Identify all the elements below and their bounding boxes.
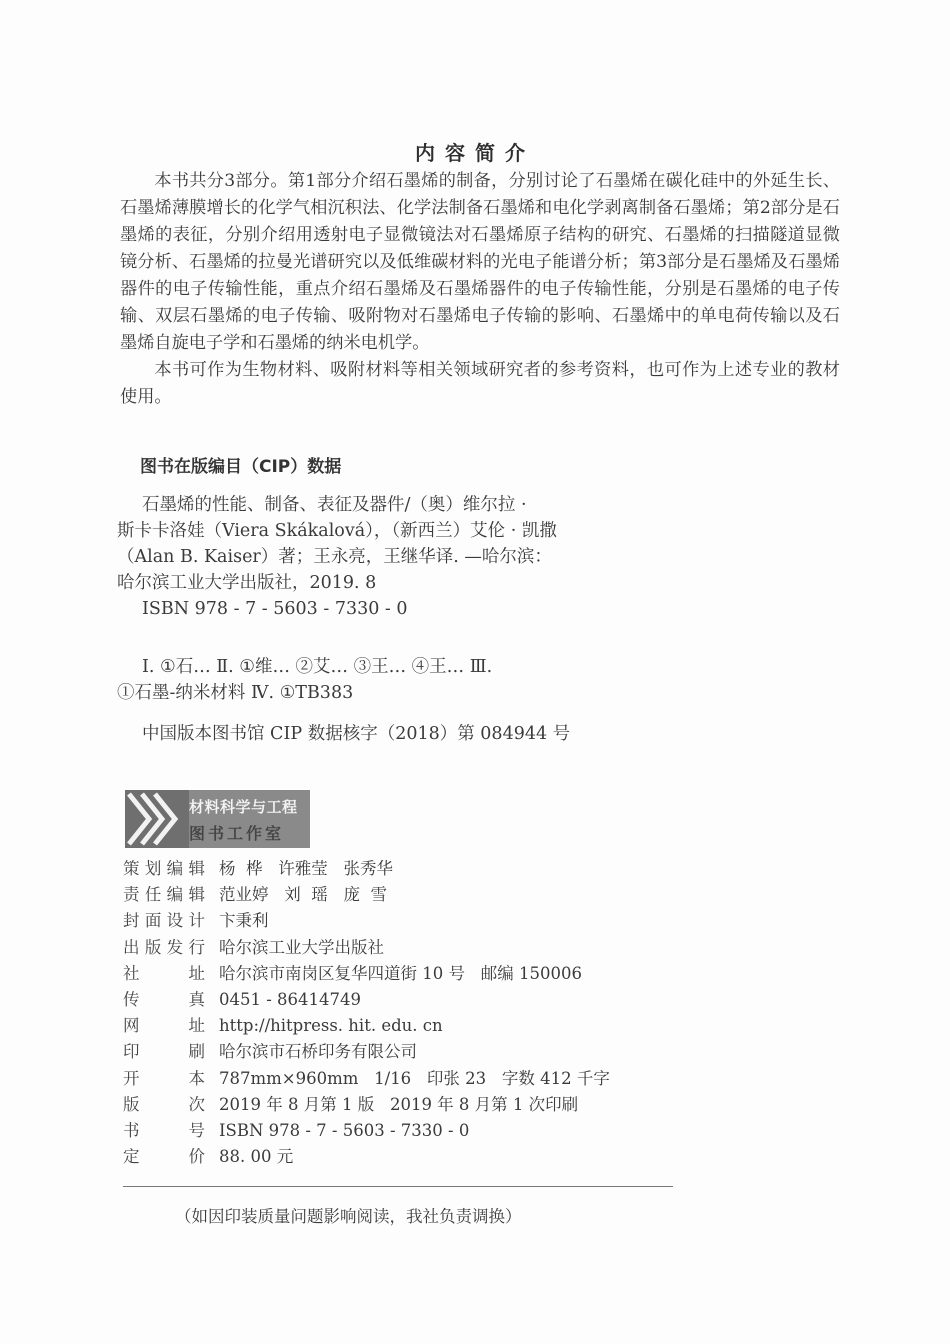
classification-line: Ⅰ. ①石… Ⅱ. ①维… ②艾… ③王… ④王… Ⅲ. bbox=[142, 657, 493, 677]
info-row-price bbox=[123, 1144, 610, 1170]
info-row-printer bbox=[123, 1039, 610, 1065]
info-label: 版 次 bbox=[123, 1094, 205, 1114]
info-value: 哈尔滨工业大学出版社 bbox=[219, 937, 384, 957]
info-value: 杨 桦 许雅莹 张秀华 bbox=[219, 859, 393, 878]
info-row-planning-editor bbox=[123, 856, 610, 882]
cip-classification bbox=[117, 654, 492, 706]
cip-library-note-wrap bbox=[117, 721, 570, 747]
cip-library-note: 中国版本图书馆 CIP 数据核字（2018）第 084944 号 bbox=[142, 724, 571, 744]
info-value: 2019 年 8 月第 1 版 2019 年 8 月第 1 次印刷 bbox=[219, 1094, 579, 1114]
info-label: 封 面 设 计 bbox=[123, 911, 205, 931]
info-row-responsible-editor bbox=[123, 882, 610, 908]
summary-paragraph: 本书共分3部分。第1部分介绍石墨烯的制备，分别讨论了石墨烯在碳化硅中的外延生长、石墨烯薄膜增长的化学气相沉积法、化学法制备石墨烯和电化学剥离制备石墨烯；第2部分是石墨烯的表征，分别介绍用透射电子显微镜法对石墨烯原子结构的研究、石墨烯的扫描隧道显微镜分析、石墨烯的拉曼光谱研究以及低维碳材料的光电子能谱分析；第3部分是石墨烯及石墨烯器件的电子传输性能，重点介绍石墨烯及石墨烯器件的电子传输性能，分别是石墨烯的电子传输、双层石墨烯的电子传输、吸附物对石墨烯电子传输的影响、石墨烯中的单电荷传输以及石墨烯自旋电子学和石墨烯的纳米电机学。 bbox=[120, 171, 840, 353]
info-label: 网 址 bbox=[123, 1016, 205, 1036]
info-label: 社 址 bbox=[123, 963, 205, 983]
divider bbox=[123, 1186, 673, 1187]
cip-heading: 图书在版编目（CIP）数据 bbox=[140, 457, 342, 477]
publication-info bbox=[123, 856, 610, 1170]
info-label: 传 真 bbox=[123, 990, 205, 1010]
info-label: 开 本 bbox=[123, 1068, 205, 1088]
info-value: 哈尔滨市南岗区复华四道街 10 号 邮编 150006 bbox=[219, 963, 582, 983]
badge-line1: 材料科学与工程 bbox=[189, 798, 298, 816]
info-label: 书 号 bbox=[123, 1121, 205, 1141]
info-row-website bbox=[123, 1013, 610, 1039]
publisher-studio-badge bbox=[125, 790, 310, 848]
summary-section bbox=[120, 168, 840, 411]
info-value: ISBN 978 - 7 - 5603 - 7330 - 0 bbox=[219, 1121, 470, 1141]
info-value: 0451 - 86414749 bbox=[219, 990, 362, 1010]
info-value: 卞秉利 bbox=[219, 911, 269, 931]
info-row-format bbox=[123, 1066, 610, 1092]
info-value-website-link[interactable]: http://hitpress. hit. edu. cn bbox=[219, 1016, 443, 1036]
info-label: 出 版 发 行 bbox=[123, 937, 205, 957]
badge-line2: 图书工作室 bbox=[189, 824, 285, 843]
summary-title: 内容简介 bbox=[415, 141, 535, 165]
info-label: 责 任 编 辑 bbox=[123, 885, 205, 905]
info-value: 范业婷 刘 瑶 庞 雪 bbox=[219, 885, 387, 905]
classification-line: ①石墨-纳米材料 Ⅳ. ①TB383 bbox=[117, 683, 354, 703]
info-row-publisher bbox=[123, 935, 610, 961]
cip-record bbox=[117, 492, 557, 622]
info-value: 88. 00 元 bbox=[219, 1147, 294, 1167]
cip-record-line: 哈尔滨工业大学出版社，2019. 8 bbox=[117, 573, 377, 593]
info-label: 印 刷 bbox=[123, 1042, 205, 1062]
cip-isbn: ISBN 978 - 7 - 5603 - 7330 - 0 bbox=[142, 599, 408, 619]
cip-record-line: 斯卡卡洛娃（Viera Skákalová），（新西兰）艾伦 · 凯撒 bbox=[117, 521, 557, 541]
summary-paragraph: 本书可作为生物材料、吸附材料等相关领域研究者的参考资料，也可作为上述专业的教材使用。 bbox=[120, 360, 840, 407]
info-row-isbn bbox=[123, 1118, 610, 1144]
info-value: 哈尔滨市石桥印务有限公司 bbox=[219, 1042, 417, 1062]
cip-record-line: 石墨烯的性能、制备、表征及器件/（奥）维尔拉 · bbox=[142, 495, 527, 515]
info-row-address bbox=[123, 961, 610, 987]
cip-record-line: （Alan B. Kaiser）著；王永亮，王继华译. —哈尔滨： bbox=[117, 547, 552, 567]
info-row-fax bbox=[123, 987, 610, 1013]
info-label: 定 价 bbox=[123, 1147, 205, 1167]
info-row-edition bbox=[123, 1092, 610, 1118]
info-label: 策 划 编 辑 bbox=[123, 859, 205, 878]
info-row-cover-design bbox=[123, 908, 610, 934]
footer-note: （如因印装质量问题影响阅读，我社负责调换） bbox=[175, 1207, 522, 1226]
chevrons-icon bbox=[125, 790, 189, 848]
info-value: 787mm×960mm 1/16 印张 23 字数 412 千字 bbox=[219, 1068, 610, 1088]
